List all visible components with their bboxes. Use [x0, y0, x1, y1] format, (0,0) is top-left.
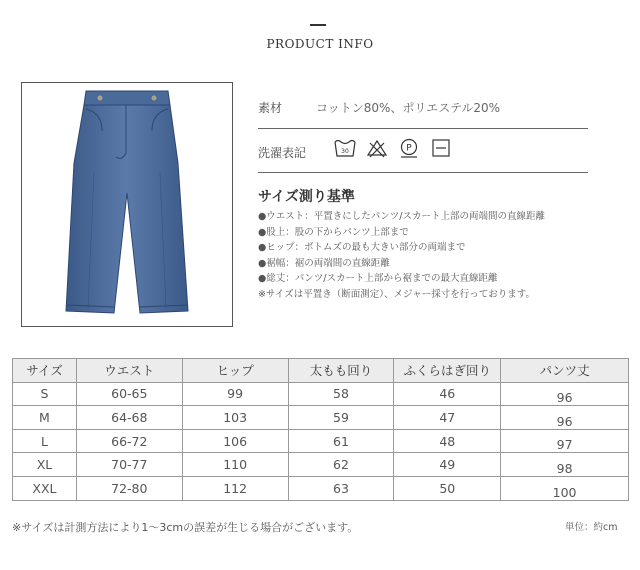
table-cell: 110 [182, 453, 288, 477]
table-cell: 98 [501, 453, 629, 477]
table-cell: 99 [182, 382, 288, 406]
table-cell: 48 [394, 429, 501, 453]
flat-dry-icon [430, 138, 452, 158]
table-cell: M [13, 406, 77, 430]
size-table [12, 358, 629, 501]
table-cell: 96 [501, 382, 629, 406]
table-cell: 112 [182, 476, 288, 500]
table-row [13, 382, 629, 406]
table-cell: XXL [13, 476, 77, 500]
table-cell: 50 [394, 476, 501, 500]
page-title: PRODUCT INFO [266, 37, 374, 51]
table-cell: 64-68 [76, 406, 182, 430]
table-cell: 49 [394, 453, 501, 477]
no-bleach-icon [366, 138, 388, 158]
table-cell: 97 [501, 429, 629, 453]
table-row [13, 429, 629, 453]
denim-pants-illustration [22, 83, 232, 326]
table-cell: 46 [394, 382, 501, 406]
unit-label: 単位：約cm [565, 522, 618, 533]
size-note: ●裾幅：裾の両端間の直線距離 [258, 257, 390, 269]
care-label: 洗濯表記 [258, 146, 307, 160]
column-header: ウエスト [76, 359, 182, 383]
table-cell: 70-77 [76, 453, 182, 477]
table-cell: 103 [182, 406, 288, 430]
size-guide-notes [258, 209, 628, 303]
table-cell: 61 [288, 429, 394, 453]
table-cell: 59 [288, 406, 394, 430]
column-header: ふくらはぎ回り [394, 359, 501, 383]
table-row [13, 406, 629, 430]
table-cell: L [13, 429, 77, 453]
table-cell: XL [13, 453, 77, 477]
size-note: ●総丈：パンツ/スカート上部から裾までの最大直線距離 [258, 273, 498, 285]
size-note: ●ヒップ：ボトムズの最も大きい部分の両端まで [258, 242, 466, 254]
table-cell: 62 [288, 453, 394, 477]
table-cell: 63 [288, 476, 394, 500]
dry-clean-p-icon [398, 138, 420, 158]
table-cell: S [13, 382, 77, 406]
size-guide-title: サイズ測り基準 [258, 189, 355, 205]
table-cell: 58 [288, 382, 394, 406]
column-header: サイズ [13, 359, 77, 383]
care-icons [334, 138, 452, 158]
wash-temp: 30 [341, 148, 349, 155]
table-cell: 106 [182, 429, 288, 453]
column-header: 太もも回り [288, 359, 394, 383]
size-note: ●ウエスト：平置きにしたパンツ/スカート上部の両端間の直線距離 [258, 211, 545, 222]
table-cell: 47 [394, 406, 501, 430]
table-header-row [13, 359, 629, 383]
divider [258, 172, 588, 173]
material-label: 素材 [258, 101, 283, 115]
divider [258, 128, 588, 129]
table-cell: 60-65 [76, 382, 182, 406]
table-cell: 96 [501, 406, 629, 430]
material-value: コットン80%、ポリエステル20% [316, 101, 501, 115]
footnote: ※サイズは計測方法により1〜3cmの誤差が生じる場合がございます。 [12, 521, 359, 534]
wash-30-icon [334, 138, 356, 158]
column-header: パンツ丈 [501, 359, 629, 383]
table-cell: 66-72 [76, 429, 182, 453]
table-row [13, 476, 629, 500]
size-note: ※サイズは平置き（断面測定）、メジャー採寸を行っております。 [258, 288, 536, 300]
product-image [21, 82, 233, 327]
dry-clean-letter: P [406, 143, 412, 154]
table-cell: 72-80 [76, 476, 182, 500]
header-dash [310, 24, 326, 26]
column-header: ヒップ [182, 359, 288, 383]
table-cell: 100 [501, 476, 629, 500]
size-note: ●股上：股の下からパンツ上部まで [258, 226, 409, 238]
table-row [13, 453, 629, 477]
